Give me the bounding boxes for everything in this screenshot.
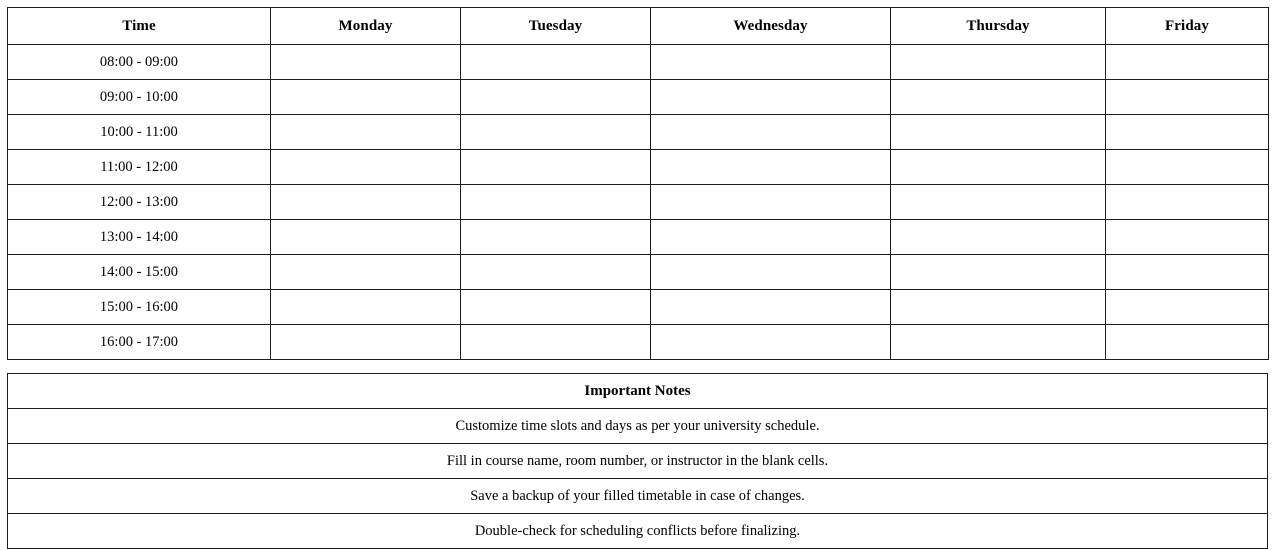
slot-cell-tuesday[interactable] bbox=[461, 45, 651, 80]
slot-cell-wednesday[interactable] bbox=[651, 255, 891, 290]
note-text: Save a backup of your filled timetable in case of changes. bbox=[8, 479, 1268, 514]
list-item bbox=[8, 444, 1268, 479]
slot-cell-tuesday[interactable] bbox=[461, 325, 651, 360]
slot-cell-monday[interactable] bbox=[271, 80, 461, 115]
column-header-monday: Monday bbox=[271, 8, 461, 45]
table-row bbox=[8, 115, 1269, 150]
table-row bbox=[8, 220, 1269, 255]
slot-cell-wednesday[interactable] bbox=[651, 150, 891, 185]
table-row bbox=[8, 325, 1269, 360]
slot-cell-friday[interactable] bbox=[1106, 185, 1269, 220]
notes-header-row bbox=[8, 374, 1268, 409]
slot-cell-monday[interactable] bbox=[271, 185, 461, 220]
table-row bbox=[8, 290, 1269, 325]
timetable-header-row bbox=[8, 8, 1269, 45]
slot-cell-thursday[interactable] bbox=[891, 255, 1106, 290]
column-header-time: Time bbox=[8, 8, 271, 45]
slot-cell-thursday[interactable] bbox=[891, 45, 1106, 80]
slot-cell-thursday[interactable] bbox=[891, 115, 1106, 150]
slot-cell-wednesday[interactable] bbox=[651, 80, 891, 115]
time-slot-label: 10:00 - 11:00 bbox=[8, 115, 271, 150]
table-row bbox=[8, 80, 1269, 115]
list-item bbox=[8, 514, 1268, 549]
important-notes-table bbox=[7, 373, 1268, 549]
time-slot-label: 16:00 - 17:00 bbox=[8, 325, 271, 360]
slot-cell-tuesday[interactable] bbox=[461, 115, 651, 150]
slot-cell-monday[interactable] bbox=[271, 150, 461, 185]
slot-cell-monday[interactable] bbox=[271, 255, 461, 290]
list-item bbox=[8, 409, 1268, 444]
slot-cell-monday[interactable] bbox=[271, 115, 461, 150]
slot-cell-thursday[interactable] bbox=[891, 325, 1106, 360]
column-header-thursday: Thursday bbox=[891, 8, 1106, 45]
weekly-timetable bbox=[7, 7, 1269, 360]
slot-cell-thursday[interactable] bbox=[891, 220, 1106, 255]
time-slot-label: 14:00 - 15:00 bbox=[8, 255, 271, 290]
slot-cell-friday[interactable] bbox=[1106, 150, 1269, 185]
slot-cell-thursday[interactable] bbox=[891, 80, 1106, 115]
slot-cell-wednesday[interactable] bbox=[651, 325, 891, 360]
time-slot-label: 09:00 - 10:00 bbox=[8, 80, 271, 115]
time-slot-label: 15:00 - 16:00 bbox=[8, 290, 271, 325]
note-text: Fill in course name, room number, or instructor in the blank cells. bbox=[8, 444, 1268, 479]
time-slot-label: 11:00 - 12:00 bbox=[8, 150, 271, 185]
slot-cell-thursday[interactable] bbox=[891, 185, 1106, 220]
column-header-wednesday: Wednesday bbox=[651, 8, 891, 45]
slot-cell-wednesday[interactable] bbox=[651, 185, 891, 220]
slot-cell-tuesday[interactable] bbox=[461, 150, 651, 185]
table-row bbox=[8, 185, 1269, 220]
table-row bbox=[8, 150, 1269, 185]
slot-cell-friday[interactable] bbox=[1106, 255, 1269, 290]
list-item bbox=[8, 479, 1268, 514]
timetable-header bbox=[8, 8, 1269, 45]
slot-cell-friday[interactable] bbox=[1106, 115, 1269, 150]
table-row bbox=[8, 255, 1269, 290]
slot-cell-wednesday[interactable] bbox=[651, 290, 891, 325]
column-header-friday: Friday bbox=[1106, 8, 1269, 45]
note-text: Double-check for scheduling conflicts before finalizing. bbox=[8, 514, 1268, 549]
slot-cell-friday[interactable] bbox=[1106, 220, 1269, 255]
section-divider-gap bbox=[7, 360, 1268, 373]
table-row bbox=[8, 45, 1269, 80]
slot-cell-tuesday[interactable] bbox=[461, 185, 651, 220]
slot-cell-tuesday[interactable] bbox=[461, 220, 651, 255]
note-text: Customize time slots and days as per your university schedule. bbox=[8, 409, 1268, 444]
slot-cell-tuesday[interactable] bbox=[461, 255, 651, 290]
notes-header bbox=[8, 374, 1268, 409]
timetable-body bbox=[8, 45, 1269, 360]
slot-cell-monday[interactable] bbox=[271, 220, 461, 255]
slot-cell-thursday[interactable] bbox=[891, 290, 1106, 325]
slot-cell-friday[interactable] bbox=[1106, 325, 1269, 360]
slot-cell-monday[interactable] bbox=[271, 45, 461, 80]
slot-cell-friday[interactable] bbox=[1106, 290, 1269, 325]
slot-cell-friday[interactable] bbox=[1106, 80, 1269, 115]
slot-cell-tuesday[interactable] bbox=[461, 80, 651, 115]
time-slot-label: 12:00 - 13:00 bbox=[8, 185, 271, 220]
time-slot-label: 08:00 - 09:00 bbox=[8, 45, 271, 80]
column-header-tuesday: Tuesday bbox=[461, 8, 651, 45]
slot-cell-wednesday[interactable] bbox=[651, 115, 891, 150]
slot-cell-monday[interactable] bbox=[271, 325, 461, 360]
slot-cell-thursday[interactable] bbox=[891, 150, 1106, 185]
slot-cell-tuesday[interactable] bbox=[461, 290, 651, 325]
slot-cell-wednesday[interactable] bbox=[651, 220, 891, 255]
time-slot-label: 13:00 - 14:00 bbox=[8, 220, 271, 255]
slot-cell-friday[interactable] bbox=[1106, 45, 1269, 80]
notes-heading: Important Notes bbox=[8, 374, 1268, 409]
notes-body bbox=[8, 409, 1268, 549]
slot-cell-wednesday[interactable] bbox=[651, 45, 891, 80]
slot-cell-monday[interactable] bbox=[271, 290, 461, 325]
